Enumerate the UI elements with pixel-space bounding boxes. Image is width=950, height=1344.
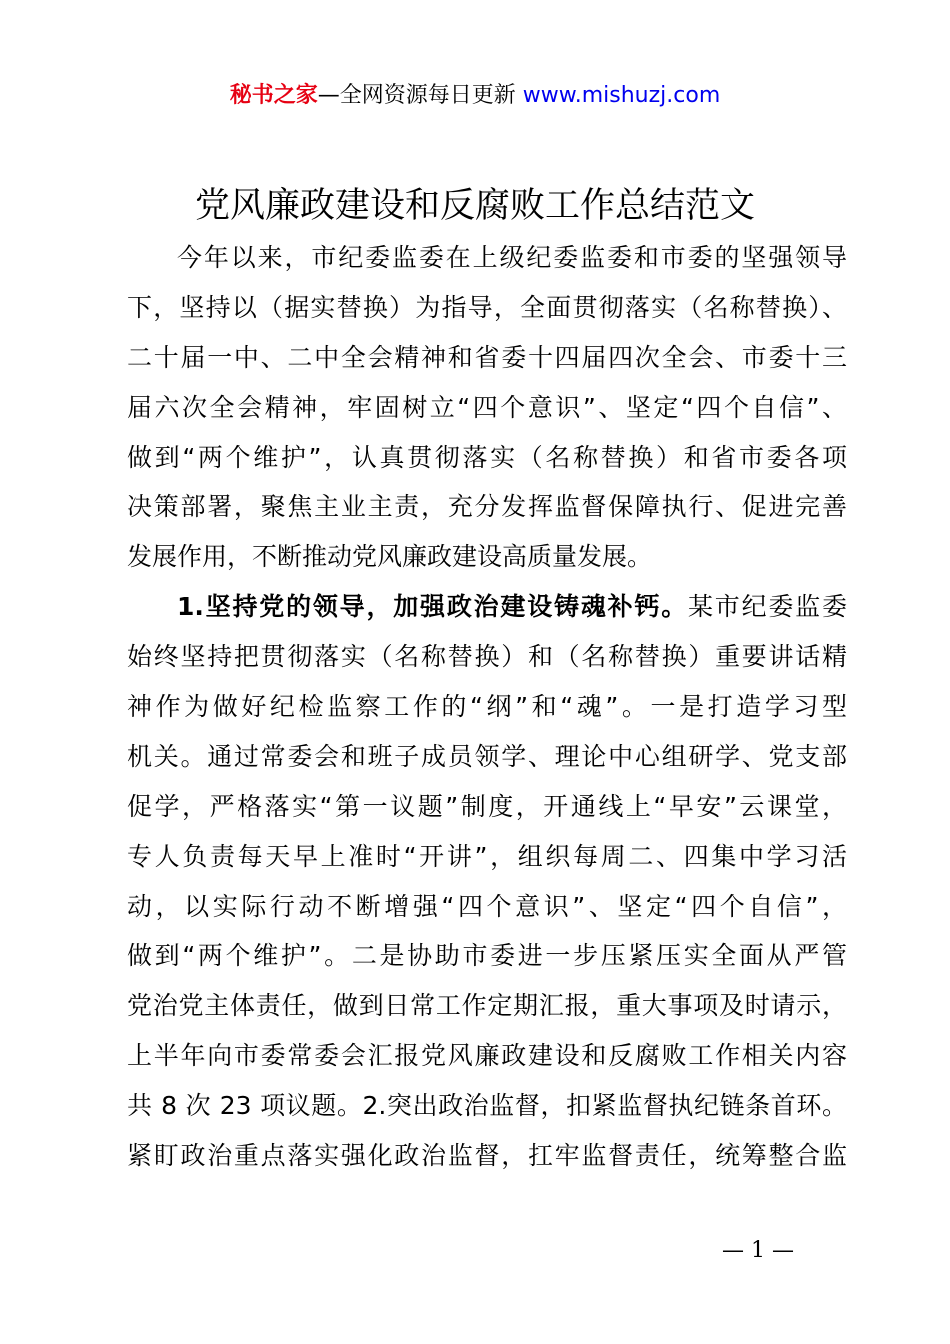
- paragraph-2-line: 做到“两个维护”。二是协助市委进一步压紧压实全面从严管: [127, 941, 847, 971]
- paragraph-1-line: 届六次全会精神，牢固树立“四个意识”、坚定“四个自信”、: [127, 392, 847, 422]
- paragraph-2-line: 神作为做好纪检监察工作的“纲”和“魂”。一是打造学习型: [127, 692, 847, 722]
- paragraph-2-line: 始终坚持把贯彻落实（名称替换）和（名称替换）重要讲话精: [127, 642, 847, 672]
- paragraph-2-line: 共 8 次 23 项议题。2.突出政治监督，扣紧监督执纪链条首环。: [127, 1091, 847, 1121]
- paragraph-2-line: 专人负责每天早上准时“开讲”，组织每周二、四集中学习活: [127, 841, 847, 871]
- banner-url-link[interactable]: www.mishuzj.com: [522, 83, 721, 108]
- paragraph-1-line: 发展作用，不断推动党风廉政建设高质量发展。: [127, 542, 653, 572]
- paragraph-2-line: 机关。通过常委会和班子成员领学、理论中心组研学、党支部: [127, 741, 847, 771]
- paragraph-2-line: 紧盯政治重点落实强化政治监督，扛牢监督责任，统筹整合监: [127, 1141, 847, 1171]
- paragraph-1-line: 做到“两个维护”，认真贯彻落实（名称替换）和省市委各项: [127, 442, 847, 472]
- paragraph-2-text: 某市纪委监委: [688, 592, 847, 622]
- paragraph-2-line: 动，以实际行动不断增强“四个意识”、坚定“四个自信”，: [127, 891, 847, 921]
- banner-tagline: —全网资源每日更新: [317, 83, 523, 108]
- paragraph-1-line: 决策部署，聚焦主业主责，充分发挥监督保障执行、促进完善: [127, 492, 847, 522]
- site-banner: [0, 80, 950, 112]
- section-heading: 1.坚持党的领导，加强政治建设铸魂补钙。: [177, 592, 688, 622]
- banner-brand: 秘书之家: [229, 83, 318, 108]
- document-body: [127, 233, 847, 1181]
- paragraph-2-first-line: [127, 582, 847, 632]
- page-number: — 1 —: [722, 1238, 794, 1263]
- paragraph-2-line: 促学，严格落实“第一议题”制度，开通线上“早安”云课堂，: [127, 791, 847, 821]
- paragraph-1-line: 二十届一中、二中全会精神和省委十四届四次全会、市委十三: [127, 342, 847, 372]
- paragraph-1-line: 下，坚持以（据实替换）为指导，全面贯彻落实（名称替换）、: [127, 292, 847, 322]
- paragraph-2-line: 上半年向市委常委会汇报党风廉政建设和反腐败工作相关内容: [127, 1041, 847, 1071]
- paragraph-1-line: 今年以来，市纪委监委在上级纪委监委和市委的坚强领导: [177, 243, 847, 272]
- paragraph-2-line: 党治党主体责任，做到日常工作定期汇报，重大事项及时请示，: [127, 991, 847, 1021]
- document-title: 党风廉政建设和反腐败工作总结范文: [194, 186, 755, 226]
